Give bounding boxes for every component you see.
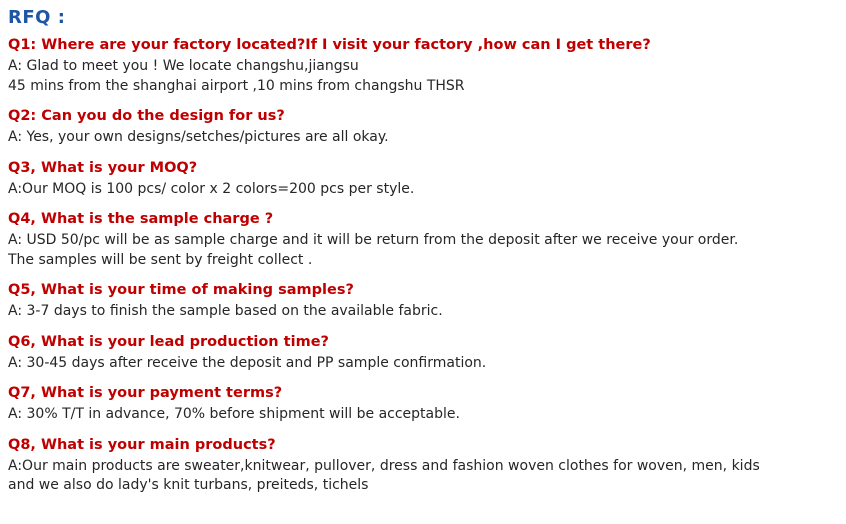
page-title: RFQ : [8,7,66,28]
faq-question: Q5, What is your time of making samples? [8,282,354,298]
faq-answer-line: A: 3-7 days to finish the sample based on the available fabric. [8,303,443,319]
faq-answer-line: A: 30-45 days after receive the deposit and PP sample confirmation. [8,354,487,371]
faq-item-8 [8,436,838,496]
faq-answer-line: 45 mins from the shanghai airport ,10 mins from changshu THSR [8,77,465,94]
faq-item-6 [8,333,838,374]
faq-item-1 [8,36,838,96]
faq-answer-line: A: 30% T/T in advance, 70% before shipment will be acceptable. [8,406,460,422]
faq-question: Q3, What is your MOQ? [8,159,198,176]
faq-answer-line: A: USD 50/pc will be as sample charge and it will be return from the deposit after we receive your order. [8,232,739,248]
faq-question: Q7, What is your payment terms? [8,385,283,401]
faq-question: Q8, What is your main products? [8,436,276,453]
faq-question: Q6, What is your lead production time? [8,333,329,350]
faq-question: Q1: Where are your factory located?If I visit your factory ,how can I get there? [8,37,651,53]
faq-answer-line: A:Our MOQ is 100 pcs/ color x 2 colors=200 pcs per style. [8,180,415,197]
faq-item-4 [8,210,838,270]
faq-item-5 [8,281,838,322]
faq-answer-line: A: Glad to meet you ! We locate changshu,jiangsu [8,58,359,74]
faq-question: Q4, What is the sample charge ? [8,211,274,227]
faq-item-3 [8,159,838,200]
faq-item-2 [8,107,838,148]
faq-answer-line: A:Our main products are sweater,knitwear, pullover, dress and fashion woven clothes for woven, men, kids [8,457,760,474]
faq-answer-line: A: Yes, your own designs/setches/pictures are all okay. [8,129,389,145]
faq-item-7 [8,384,838,425]
faq-answer-line: and we also do lady's knit turbans, preiteds, tichels [8,477,369,493]
faq-answer-line: The samples will be sent by freight collect . [8,251,313,268]
faq-question: Q2: Can you do the design for us? [8,108,285,124]
